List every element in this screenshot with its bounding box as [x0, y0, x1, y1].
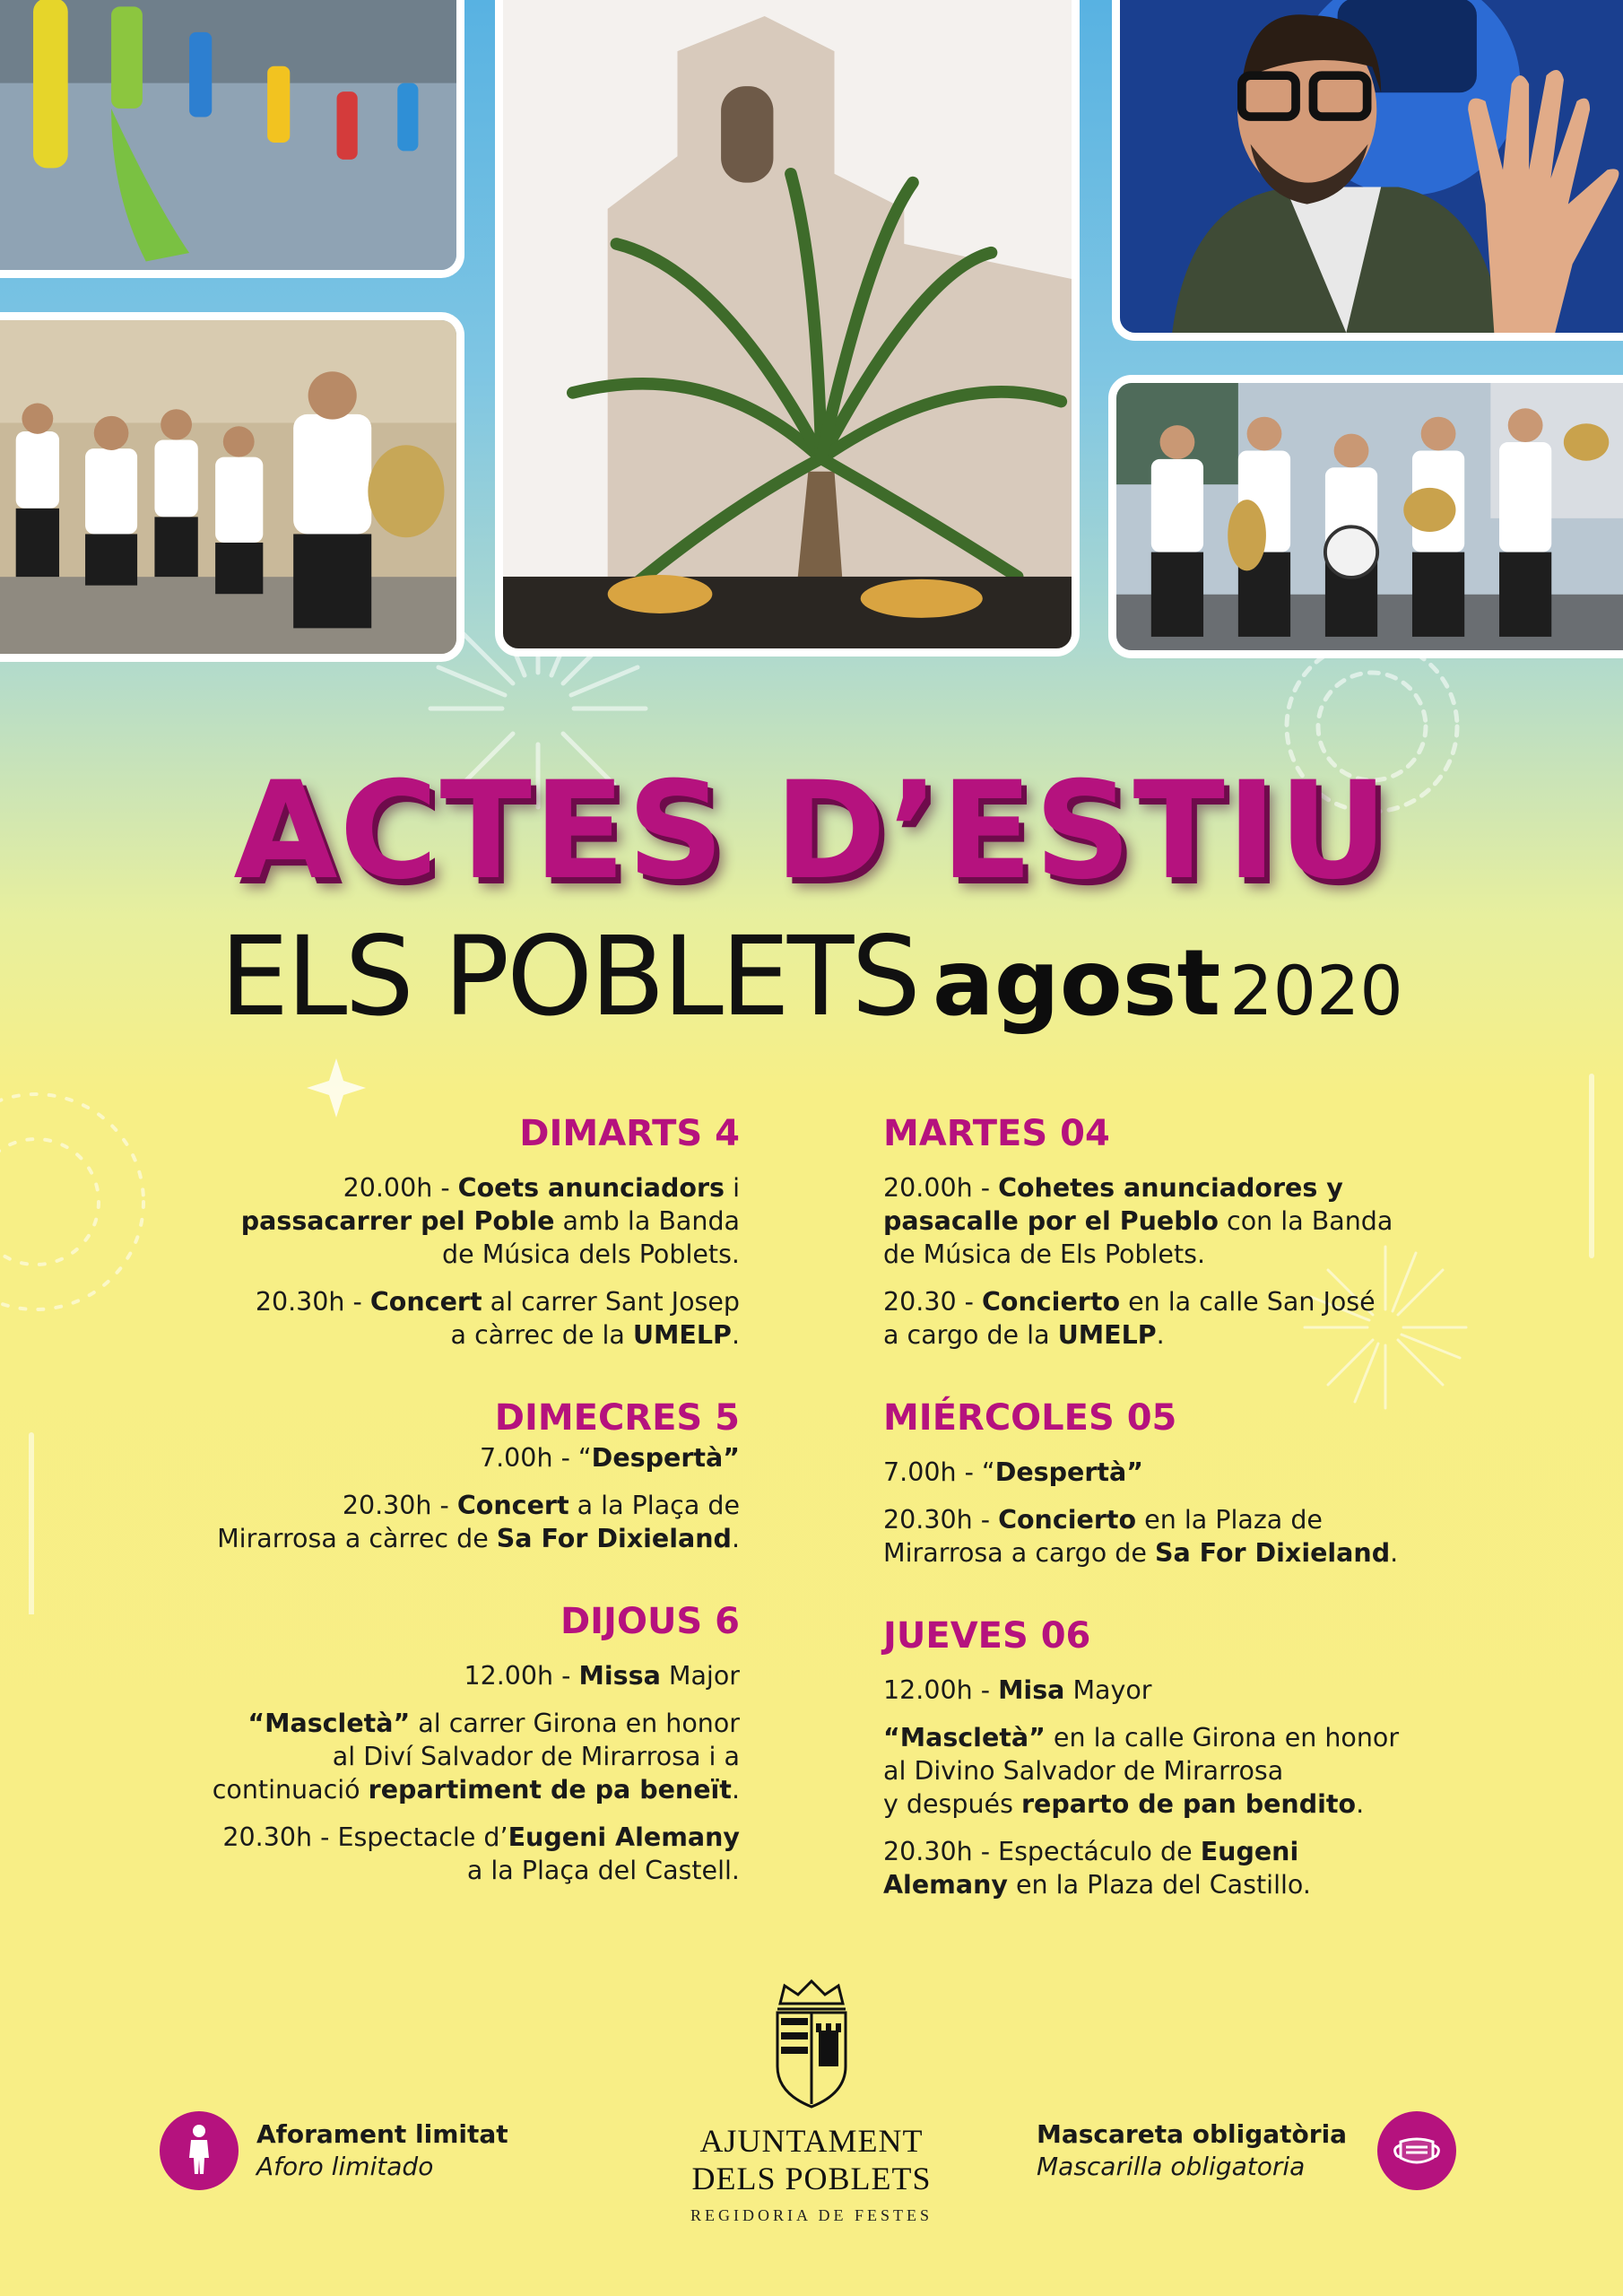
mask-label-valencian: Mascareta obligatòria [1037, 2119, 1348, 2149]
day-heading: DIJOUS 6 [560, 1601, 740, 1642]
event-item: 20.30 - Concierto en la calle San José a cargo de la UMELP. [883, 1287, 1376, 1350]
sparkle-icon [307, 1058, 366, 1118]
subtitle-year: 2020 [1229, 951, 1403, 1031]
event-item: “Mascletà” al carrer Girona en honor al Diví Salvador de Mirarrosa i a continuació repartiment de pa beneït. [212, 1709, 740, 1805]
council-logo [646, 1977, 977, 2225]
council-department: REGIDORIA DE FESTES [690, 2206, 933, 2224]
face-mask-icon [1377, 2111, 1456, 2190]
day-heading: DIMECRES 5 [494, 1397, 740, 1439]
poster-subtitle [0, 913, 1623, 1040]
mask-notice [1037, 2111, 1458, 2192]
performer-photo [1112, 0, 1623, 341]
event-item: 20.00h - Coets anunciadors i passacarrer pel Poble amb la Banda de Música dels Poblets. [240, 1173, 740, 1269]
event-item: 20.30h - Concert al carrer Sant Josep a càrrec de la UMELP. [255, 1287, 740, 1350]
event-item: 20.00h - Cohetes anunciadores y pasacalle por el Pueblo con la Banda de Música de Els Poblets. [883, 1173, 1393, 1269]
event-item: 20.30h - Concierto en la Plaza de Mirarrosa a cargo de Sa For Dixieland. [883, 1505, 1399, 1568]
capacity-label-spanish: Aforo limitado [256, 2152, 434, 2181]
rockets-photo [0, 0, 464, 278]
church-palm-photo [495, 0, 1080, 657]
event-item: “Mascletà” en la calle Girona en honor al Divino Salvador de Mirarrosa y después reparto de pan bendito. [883, 1723, 1400, 1819]
marching-band-photo [0, 312, 464, 662]
day-heading: JUEVES 06 [883, 1615, 1091, 1657]
event-item: 20.30h - Concert a la Plaça de Mirarrosa a càrrec de Sa For Dixieland. [217, 1491, 740, 1553]
event-item: 7.00h - “Despertà” [883, 1457, 1144, 1487]
day-heading: MIÉRCOLES 05 [883, 1397, 1177, 1439]
dixieland-band-photo [1108, 375, 1623, 658]
subtitle-month: agost [932, 930, 1221, 1037]
schedule-spanish [883, 1110, 1457, 1901]
council-name: AJUNTAMENT DELS POBLETS [691, 2123, 932, 2196]
mask-label-spanish: Mascarilla obligatoria [1037, 2152, 1306, 2181]
poster-title: ACTES D’ESTIU [233, 753, 1390, 909]
event-item: 12.00h - Missa Major [464, 1661, 740, 1691]
subtitle-place: ELS POBLETS [220, 913, 918, 1040]
schedule-valencian [184, 1110, 740, 1887]
capacity-label-valencian: Aforament limitat [256, 2119, 508, 2149]
event-item: 20.30h - Espectacle d’Eugeni Alemany a la Plaça del Castell. [222, 1822, 740, 1885]
coat-of-arms-icon [767, 1977, 856, 2111]
person-icon [160, 2111, 239, 2190]
day-heading: MARTES 04 [883, 1113, 1110, 1154]
event-item: 7.00h - “Despertà” [479, 1443, 740, 1473]
event-item: 20.30h - Espectáculo de Eugeni Alemany en la Plaza del Castillo. [883, 1837, 1311, 1900]
event-item: 12.00h - Misa Mayor [883, 1675, 1152, 1705]
day-heading: DIMARTS 4 [519, 1113, 740, 1154]
capacity-notice [160, 2111, 536, 2192]
